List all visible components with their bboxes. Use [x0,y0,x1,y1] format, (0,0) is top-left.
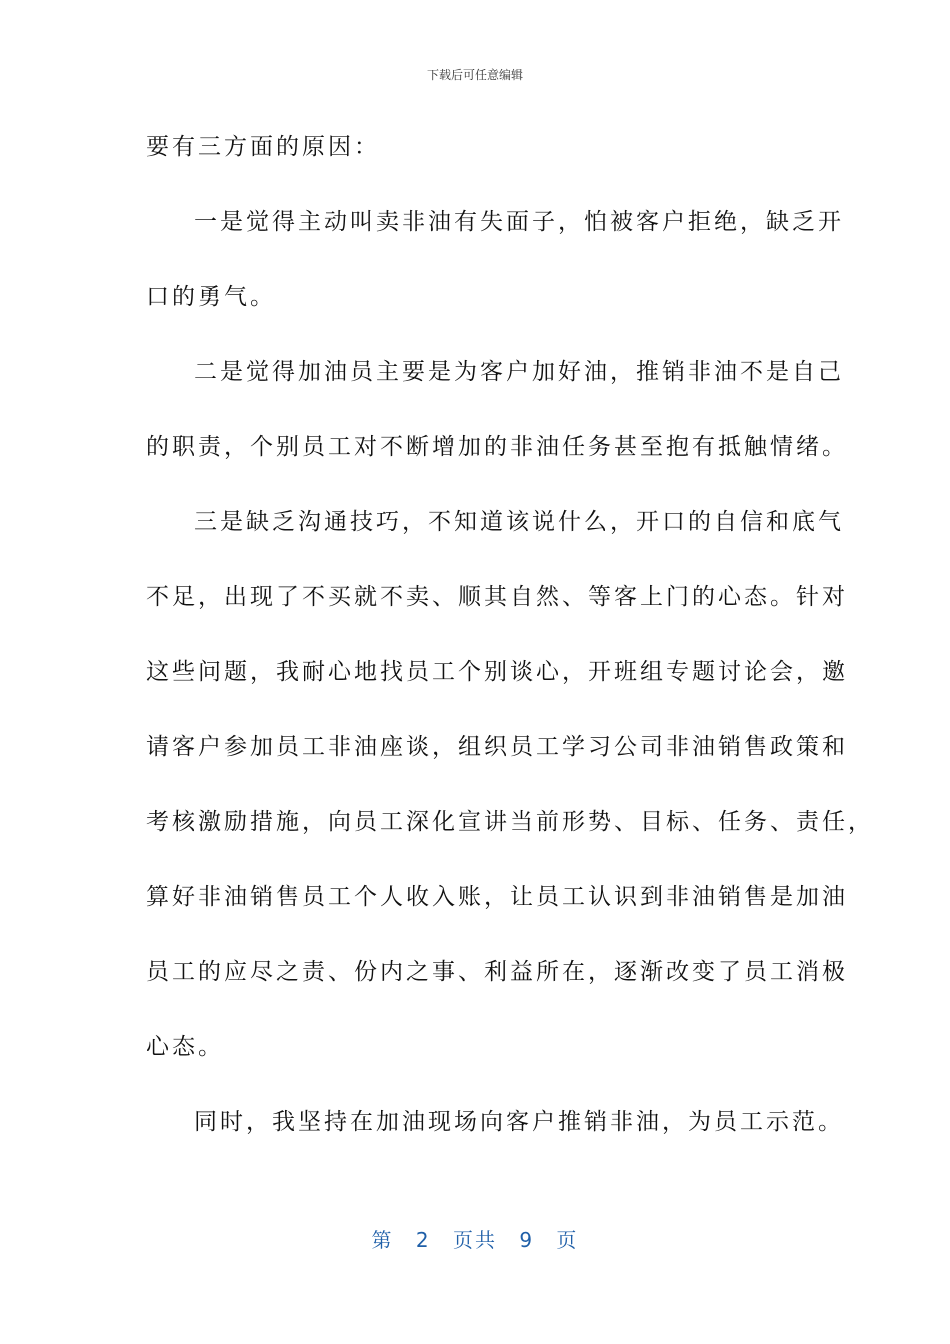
header-note: 下载后可任意编辑 [426,68,523,82]
text-line: 这些问题，我耐心地找员工个别谈心，开班组专题讨论会，邀 [146,659,848,685]
text-line: 不足，出现了不买就不卖、顺其自然、等客上门的心态。针对 [146,584,848,610]
paragraph-first-line: 一是觉得主动叫卖非油有失面子，怕被客户拒绝，缺乏开 [194,209,844,235]
document-body [146,128,874,1178]
paragraph-first-line: 同时，我坚持在加油现场向客户推销非油，为员工示范。 [194,1109,844,1135]
page-number: 第 2 页共 9 页 [371,1228,579,1252]
paragraph-first-line: 二是觉得加油员主要是为客户加好油，推销非油不是自己 [194,359,844,385]
text-line: 请客户参加员工非油座谈，组织员工学习公司非油销售政策和 [146,734,848,760]
paragraph-first-line: 三是缺乏沟通技巧，不知道该说什么，开口的自信和底气 [194,509,844,535]
text-line: 要有三方面的原因： [146,134,380,160]
text-line: 考核激励措施，向员工深化宣讲当前形势、目标、任务、责任， [146,809,874,835]
text-line: 心态。 [146,1034,224,1060]
text-line: 的职责，个别员工对不断增加的非油任务甚至抱有抵触情绪。 [146,434,848,460]
text-line: 算好非油销售员工个人收入账，让员工认识到非油销售是加油 [146,884,848,910]
text-line: 口的勇气。 [146,284,276,310]
text-line: 员工的应尽之责、份内之事、利益所在，逐渐改变了员工消极 [146,959,848,985]
